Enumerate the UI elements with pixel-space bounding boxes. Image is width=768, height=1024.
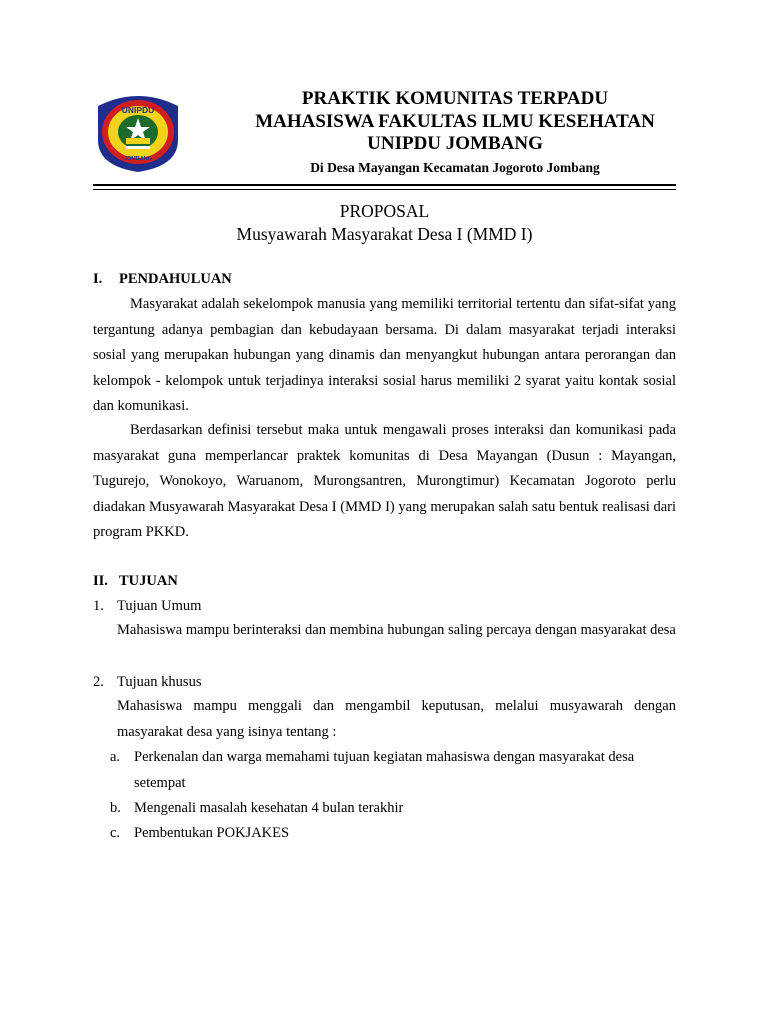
goal-item-2 [93, 673, 201, 691]
section-1-number: I. [93, 271, 103, 287]
subitem-b-marker: b. [110, 800, 121, 816]
header-line-2: MAHASISWA FAKULTAS ILMU KESEHATAN [255, 111, 655, 132]
goal-item-1-number: 1. [93, 598, 104, 614]
section-2-title: TUJUAN [119, 573, 178, 589]
subitem-c [110, 821, 676, 847]
document-title: PROPOSAL [339, 201, 430, 221]
goal-item-1 [93, 597, 201, 615]
section-1-heading [93, 270, 232, 288]
goal-item-1-label: Tujuan Umum [117, 598, 202, 614]
section-2-number: II. [93, 573, 108, 589]
goal-item-1-text: Mahasiswa mampu berinteraksi dan membina hubungan saling percaya dengan masyarakat desa [117, 622, 676, 638]
subitem-c-marker: c. [110, 825, 121, 841]
goal-item-2-number: 2. [93, 674, 104, 690]
document-subtitle: Musyawarah Masyarakat Desa I (MMD I) [236, 224, 533, 244]
goal-item-2-text: Mahasiswa mampu menggali dan mengambil keputusan, melalui musyawarah dengan masyarakat desa yang isinya tentang : [117, 698, 676, 740]
header-line-3: UNIPDU JOMBANG [367, 133, 543, 154]
subitem-b-text: Mengenali masalah kesehatan 4 bulan terakhir [134, 800, 404, 816]
section-1-paragraph-2: Berdasarkan definisi tersebut maka untuk mengawali proses interaksi dan komunikasi pada masyarakat guna memperlancar praktek komunitas di Desa Mayangan (Dusun : Mayangan, Tugurejo, Wonokoyo, Waruanom, Murongsantren, Murongtimur) Kecamatan Jogoroto perlu diadakan Musyawarah Masyarakat Desa I (MMD I) yang merupakan salah satu bentuk realisasi dari program PKKD. [93, 422, 676, 540]
section-2-heading [93, 572, 178, 590]
subitem-a [110, 745, 676, 796]
subitem-b [110, 796, 676, 822]
unipdu-logo-icon [92, 92, 184, 174]
section-1-title: PENDAHULUAN [119, 271, 232, 287]
logo-bottom-text: JOMBANG [123, 156, 153, 162]
section-1-paragraph-1: Masyarakat adalah sekelompok manusia yang memiliki territorial tertentu dan sifat-sifat yang tergantung adanya pembagian dan kebudayaan bersama. Di dalam masyarakat terjadi interaksi sosial yang merupakan hubungan yang dinamis dan menyangkut hubungan antara perorangan dan kelompok - kelompok untuk terjadinya interaksi sosial harus memiliki 2 syarat yaitu kontak sosial dan komunikasi. [93, 296, 676, 414]
goal-item-2-label: Tujuan khusus [117, 674, 202, 690]
subitem-a-text: Perkenalan dan warga memahami tujuan kegiatan mahasiswa dengan masyarakat desa setempat [134, 749, 635, 791]
header-divider-thick [93, 184, 676, 186]
subitem-c-text: Pembentukan POKJAKES [134, 825, 290, 841]
header-line-4: Di Desa Mayangan Kecamatan Jogoroto Jombang [310, 160, 600, 175]
header-divider-thin [93, 189, 676, 190]
header-line-1: PRAKTIK KOMUNITAS TERPADU [301, 88, 609, 109]
logo-top-text: UNIPDU [121, 105, 155, 115]
subitem-a-marker: a. [110, 749, 121, 765]
